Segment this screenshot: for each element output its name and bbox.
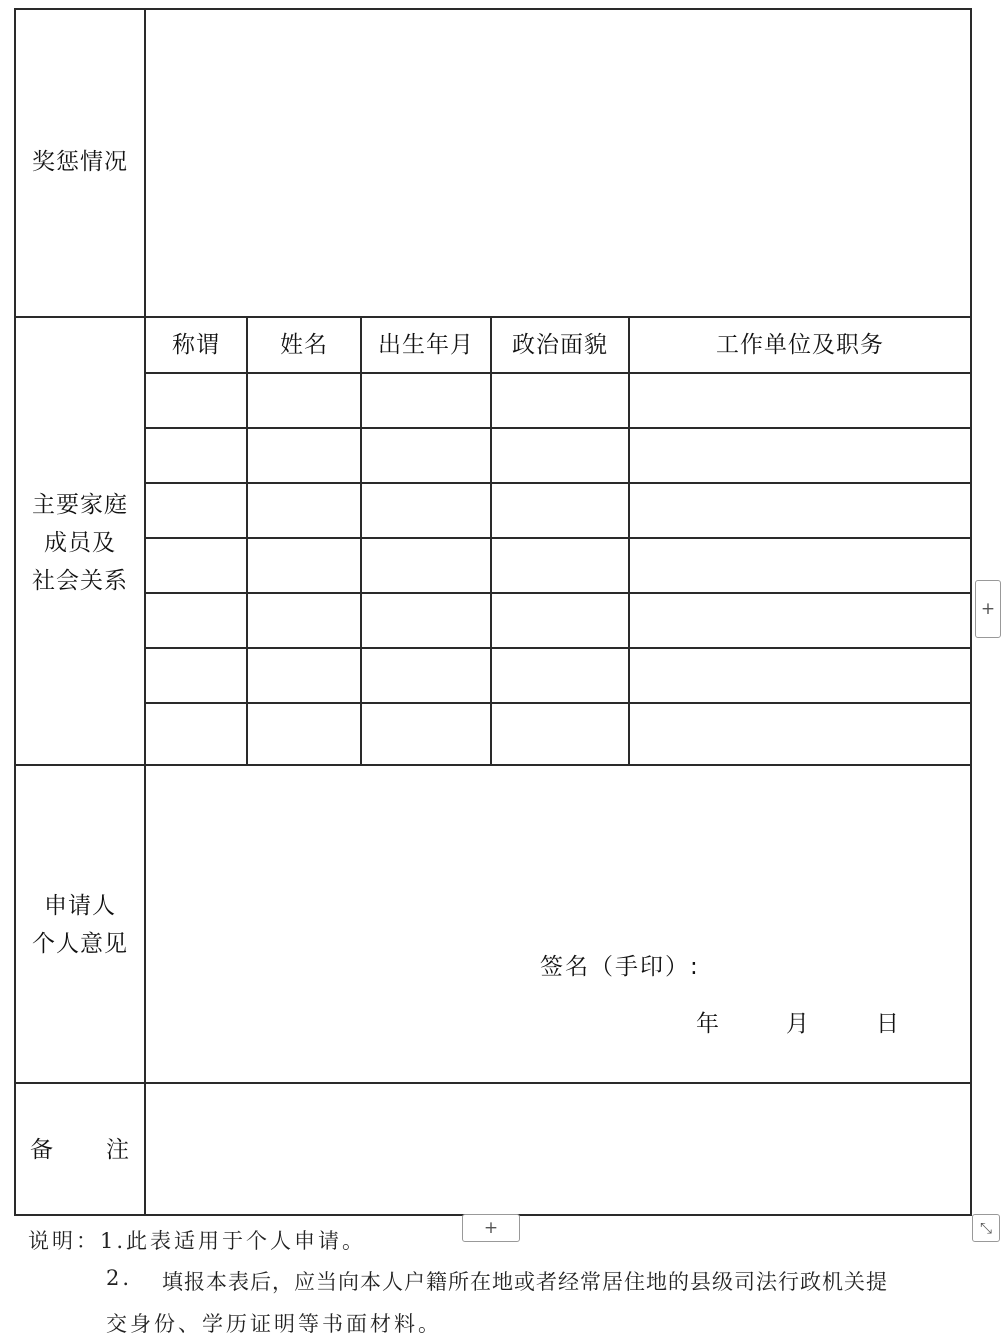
remarks-label-second: 注 bbox=[106, 1137, 129, 1163]
date-month: 月 bbox=[786, 1011, 809, 1037]
awards-label: 奖惩情况 bbox=[32, 149, 128, 175]
family-col-divider bbox=[246, 316, 248, 766]
remarks-label-first: 备 bbox=[30, 1137, 53, 1163]
resize-table-icon[interactable]: ⤡ bbox=[972, 1214, 1000, 1242]
signature-label: 签名（手印）: bbox=[540, 954, 700, 980]
family-row-divider bbox=[144, 647, 972, 649]
add-column-button[interactable]: + bbox=[975, 580, 1001, 638]
opinion-label-line: 个人意见 bbox=[32, 931, 128, 957]
header-relation: 称谓 bbox=[172, 332, 220, 358]
note-line-1: 说明：1.此表适用于个人申请。 bbox=[28, 1229, 367, 1253]
header-name: 姓名 bbox=[280, 332, 328, 358]
add-row-button[interactable]: + bbox=[462, 1214, 520, 1242]
header-work-unit: 工作单位及职务 bbox=[716, 332, 884, 358]
family-row-divider bbox=[144, 427, 972, 429]
awards-input-area[interactable] bbox=[146, 10, 970, 316]
date-year: 年 bbox=[696, 1011, 719, 1037]
opinion-label-line: 申请人 bbox=[44, 893, 116, 919]
family-row-divider bbox=[144, 482, 972, 484]
family-row-divider bbox=[144, 702, 972, 704]
header-birth-date: 出生年月 bbox=[378, 332, 474, 358]
family-col-divider bbox=[490, 316, 492, 766]
remarks-input-area[interactable] bbox=[146, 1084, 970, 1214]
opinion-input-area[interactable] bbox=[146, 766, 970, 1082]
note-line-2-text: 填报本表后，应当向本人户籍所在地或者经常居住地的县级司法行政机关提 bbox=[162, 1270, 888, 1294]
note-line-3: 交身份、学历证明等书面材料。 bbox=[106, 1312, 442, 1336]
note-line-2-number: 2. bbox=[106, 1266, 133, 1290]
family-row-divider bbox=[144, 592, 972, 594]
family-label bbox=[16, 486, 144, 600]
family-label-line: 成员及 bbox=[44, 530, 116, 556]
family-header-divider bbox=[144, 372, 972, 374]
family-col-divider bbox=[628, 316, 630, 766]
family-label-line: 主要家庭 bbox=[32, 492, 128, 518]
family-col-divider bbox=[360, 316, 362, 766]
header-political-status: 政治面貌 bbox=[512, 332, 608, 358]
opinion-label bbox=[16, 887, 144, 963]
family-row-divider bbox=[144, 537, 972, 539]
date-day: 日 bbox=[876, 1011, 899, 1037]
family-label-line: 社会关系 bbox=[32, 568, 128, 594]
